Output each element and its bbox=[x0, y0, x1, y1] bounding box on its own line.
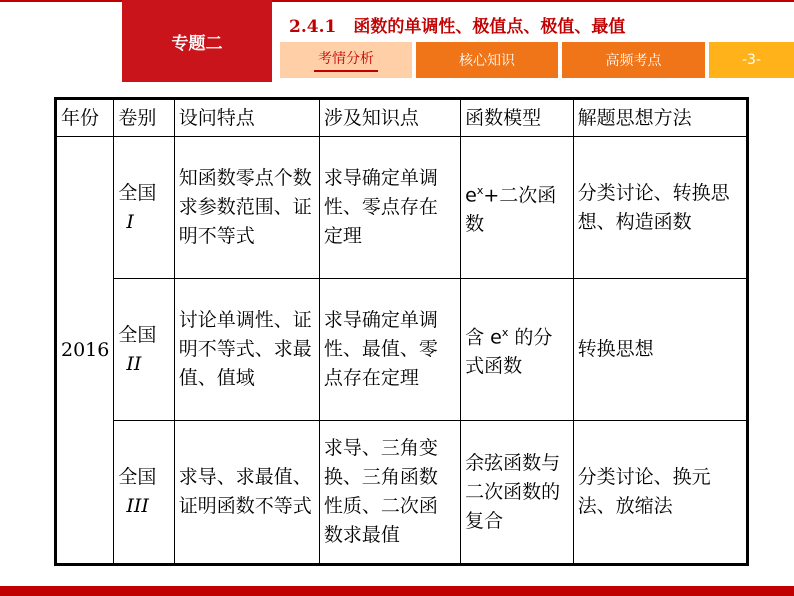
method-cell: 分类讨论、转换思想、构造函数 bbox=[573, 137, 747, 279]
footer-rule bbox=[0, 586, 794, 596]
model-cell: 余弦函数与二次函数的复合 bbox=[461, 421, 574, 565]
tab-label: 高频考点 bbox=[605, 53, 662, 69]
table-row bbox=[56, 137, 748, 279]
tab-label: 核心知识 bbox=[459, 53, 515, 69]
table-row bbox=[56, 421, 748, 565]
top-rule bbox=[0, 0, 794, 2]
paper-prefix: 全国 bbox=[118, 466, 157, 488]
header-method: 解题思想方法 bbox=[573, 99, 747, 137]
paper-prefix: 全国 bbox=[118, 181, 157, 204]
model-pre: 含 e bbox=[465, 326, 502, 349]
exam-analysis-table bbox=[54, 97, 749, 566]
model-cell bbox=[461, 279, 574, 421]
page-title: 2.4.1 函数的单调性、极值点、极值、最值 bbox=[289, 17, 626, 37]
knowledge-cell: 求导、三角变换、三角函数性质、二次函数求最值 bbox=[319, 421, 460, 565]
model-superscript: x bbox=[476, 183, 484, 197]
features-cell: 求导、求最值、证明函数不等式 bbox=[174, 421, 319, 565]
knowledge-cell: 求导确定单调性、零点存在定理 bbox=[319, 137, 460, 279]
tab-core-knowledge[interactable] bbox=[416, 42, 558, 78]
year-cell: 2016 bbox=[56, 137, 114, 565]
paper-number: II bbox=[126, 352, 142, 375]
features-cell: 知函数零点个数求参数范围、证明不等式 bbox=[174, 137, 319, 279]
model-base: e bbox=[465, 184, 477, 207]
topic-badge: 专题二 bbox=[122, 0, 272, 82]
paper-cell bbox=[114, 137, 174, 279]
model-rest: 的分式函数 bbox=[465, 326, 553, 378]
method-cell: 转换思想 bbox=[573, 279, 747, 421]
table-row bbox=[56, 279, 748, 421]
header-features: 设问特点 bbox=[174, 99, 319, 137]
paper-prefix: 全国 bbox=[118, 323, 157, 346]
header-model: 函数模型 bbox=[461, 99, 574, 137]
features-cell: 讨论单调性、证明不等式、求最值、值域 bbox=[174, 279, 319, 421]
paper-cell bbox=[114, 279, 174, 421]
table-header-row bbox=[56, 99, 748, 137]
paper-number: I bbox=[126, 210, 134, 233]
model-rest: +二次函数 bbox=[465, 184, 557, 236]
tab-exam-analysis[interactable] bbox=[280, 42, 412, 78]
paper-number: III bbox=[126, 495, 149, 517]
model-superscript: x bbox=[501, 325, 509, 339]
header-year: 年份 bbox=[56, 99, 114, 137]
paper-cell bbox=[114, 421, 174, 565]
tab-label: 考情分析 bbox=[314, 48, 378, 72]
header-knowledge: 涉及知识点 bbox=[319, 99, 460, 137]
method-cell: 分类讨论、换元法、放缩法 bbox=[573, 421, 747, 565]
tab-frequent-points[interactable] bbox=[562, 42, 705, 78]
model-cell bbox=[461, 137, 574, 279]
knowledge-cell: 求导确定单调性、最值、零点存在定理 bbox=[319, 279, 460, 421]
header-paper: 卷别 bbox=[114, 99, 174, 137]
page-number: -3- bbox=[709, 42, 794, 78]
